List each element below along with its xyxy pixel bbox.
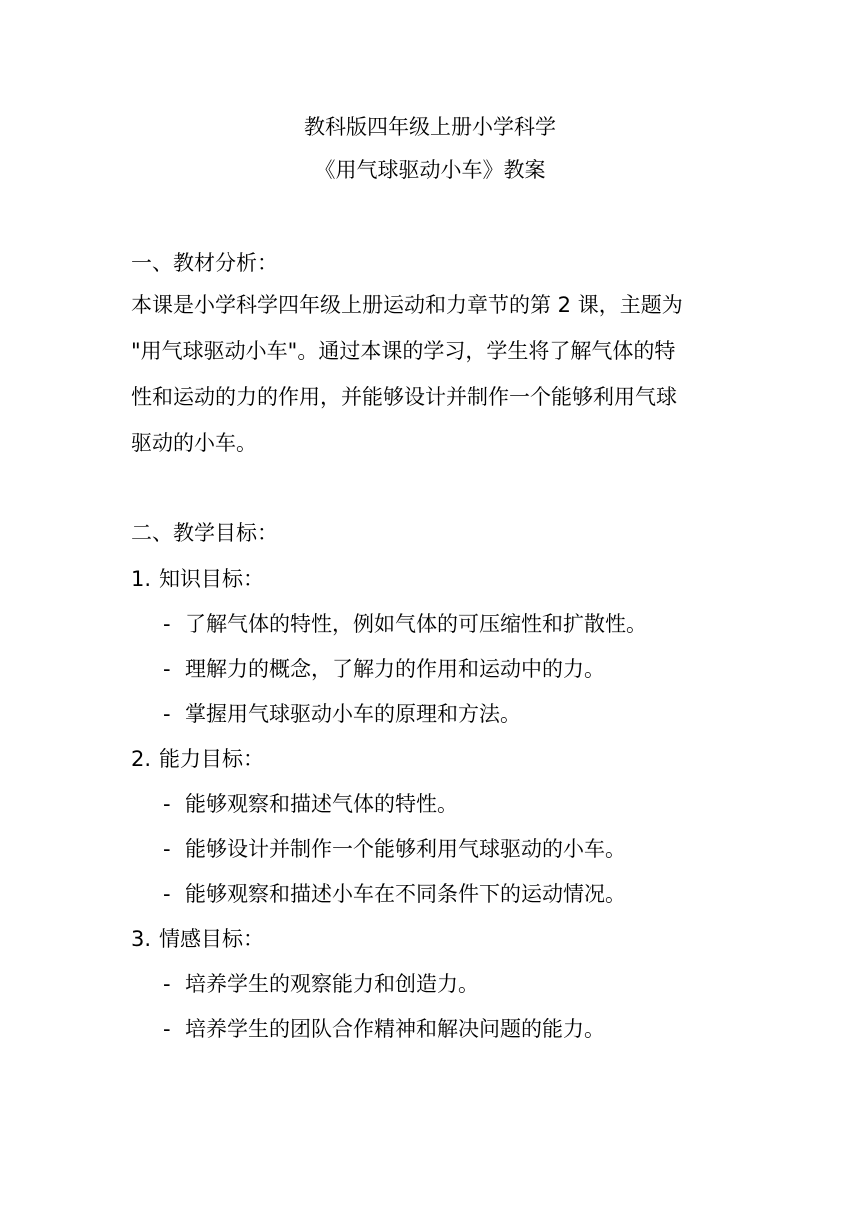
goal-item	[163, 699, 521, 729]
bullet-dash: -	[163, 792, 171, 816]
section1-paragraph-line: 本课是小学科学四年级上册运动和力章节的第 2 课，主题为	[131, 293, 683, 317]
goal-number: 3.	[131, 927, 152, 951]
bullet-dash: -	[163, 882, 171, 906]
goal-item-text: 了解气体的特性，例如气体的可压缩性和扩散性。	[185, 612, 647, 636]
goal-item-text: 掌握用气球驱动小车的原理和方法。	[185, 702, 521, 726]
goal-item	[163, 1014, 605, 1044]
goal-item-text: 培养学生的观察能力和创造力。	[185, 972, 479, 996]
goal-title: 能力目标：	[159, 747, 264, 771]
section2-heading: 二、教学目标：	[131, 521, 278, 545]
goal-item	[163, 834, 626, 864]
goal-item	[163, 654, 605, 684]
doc-title-line1: 教科版四年级上册小学科学	[304, 115, 556, 139]
goal-item-text: 能够设计并制作一个能够利用气球驱动的小车。	[185, 837, 626, 861]
goal-item	[163, 789, 458, 819]
goal-heading	[131, 564, 264, 594]
bullet-dash: -	[163, 657, 171, 681]
bullet-dash: -	[163, 972, 171, 996]
goal-title: 知识目标：	[159, 567, 264, 591]
doc-title-line2: 《用气球驱动小车》教案	[314, 158, 546, 182]
goal-heading	[131, 924, 264, 954]
bullet-dash: -	[163, 1017, 171, 1041]
goal-item	[163, 609, 647, 639]
goal-heading	[131, 744, 264, 774]
bullet-dash: -	[163, 837, 171, 861]
section1-heading: 一、教材分析：	[131, 251, 278, 275]
goal-item	[163, 879, 626, 909]
goal-item	[163, 969, 479, 999]
goal-item-text: 理解力的概念，了解力的作用和运动中的力。	[185, 657, 605, 681]
goal-number: 2.	[131, 747, 152, 771]
goal-title: 情感目标：	[159, 927, 264, 951]
section1-paragraph-line: 性和运动的力的作用，并能够设计并制作一个能够利用气球	[131, 385, 677, 409]
goal-item-text: 能够观察和描述气体的特性。	[185, 792, 458, 816]
bullet-dash: -	[163, 612, 171, 636]
section1-paragraph-line: "用气球驱动小车"。通过本课的学习，学生将了解气体的特	[131, 339, 676, 363]
bullet-dash: -	[163, 702, 171, 726]
goal-number: 1.	[131, 567, 152, 591]
goal-item-text: 培养学生的团队合作精神和解决问题的能力。	[185, 1017, 605, 1041]
goal-item-text: 能够观察和描述小车在不同条件下的运动情况。	[185, 882, 626, 906]
section1-paragraph-line: 驱动的小车。	[131, 431, 257, 455]
